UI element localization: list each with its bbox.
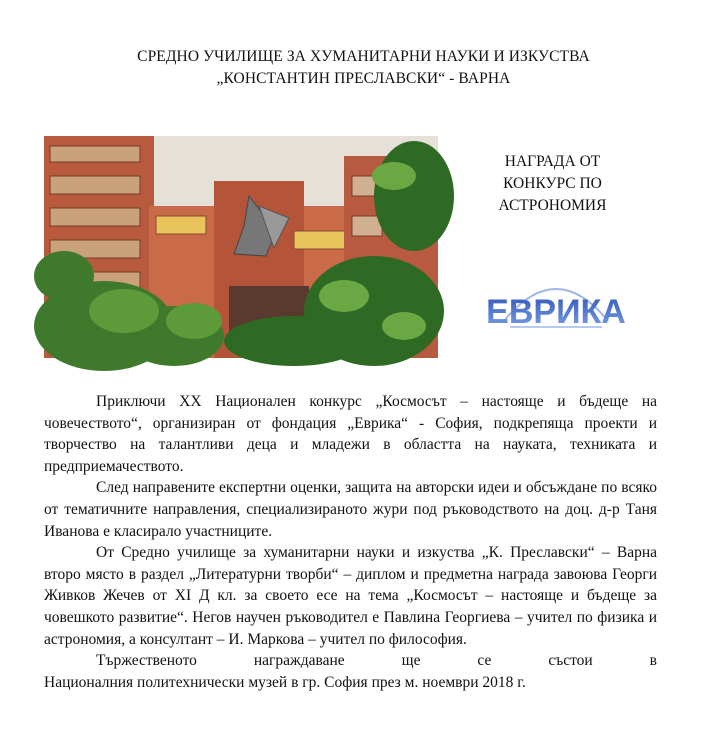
paragraph-1: Приключи XX Национален конкурс „Космосът – настояще и бъдеще на човечеството“, организиран от фондация „Еврика“ - София, подкрепяща проекти и творчество на талантливи деца и младежи в областта на науката, техниката и предприемачеството. (44, 393, 657, 475)
paragraph-2: След направените експертни оценки, защита на авторски идеи и обсъждане по всяко от тематичните направления, специализираното жури под ръководството на доц. д-р Таня Иванова е класирало участниците. (44, 479, 657, 540)
school-building-illustration (44, 136, 438, 358)
paragraph-4-line-2: Националния политехнически музей в гр. София през м. ноември 2018 г. (44, 673, 526, 691)
school-name-line: СРЕДНО УЧИЛИЩЕ ЗА ХУМАНИТАРНИ НАУКИ И ИЗКУСТВА (137, 48, 590, 65)
school-city-line: „КОНСТАНТИН ПРЕСЛАВСКИ“ - ВАРНА (216, 70, 511, 87)
school-building-photo (44, 136, 438, 358)
award-line-1: НАГРАДА ОТ (504, 153, 601, 170)
school-header (0, 46, 727, 90)
article-body (44, 391, 657, 693)
evrika-logo-icon (486, 263, 626, 343)
award-title (470, 151, 635, 217)
evrika-logo (486, 263, 626, 343)
paragraph-3: От Средно училище за хуманитарни науки и изкуства „К. Преславски“ – Варна второ място в раздел „Литературни творби“ – диплом и предметна награда завоюва Георги Живков Жечев от XI Д кл. за своето есе на тема „Космосът – настояще и бъдеще за човешкото развитие“. Негов научен ръководител е Павлина Георгиева – учител по физика и астрономия, а консултант – И. Маркова – учител по философия. (44, 544, 657, 648)
logo-text: ЕВРИКА (486, 293, 626, 331)
award-line-3: АСТРОНОМИЯ (498, 197, 607, 214)
award-line-2: КОНКУРС ПО (503, 175, 602, 192)
paragraph-4-line-1: Тържественото награждаване ще се състои в (96, 652, 657, 670)
